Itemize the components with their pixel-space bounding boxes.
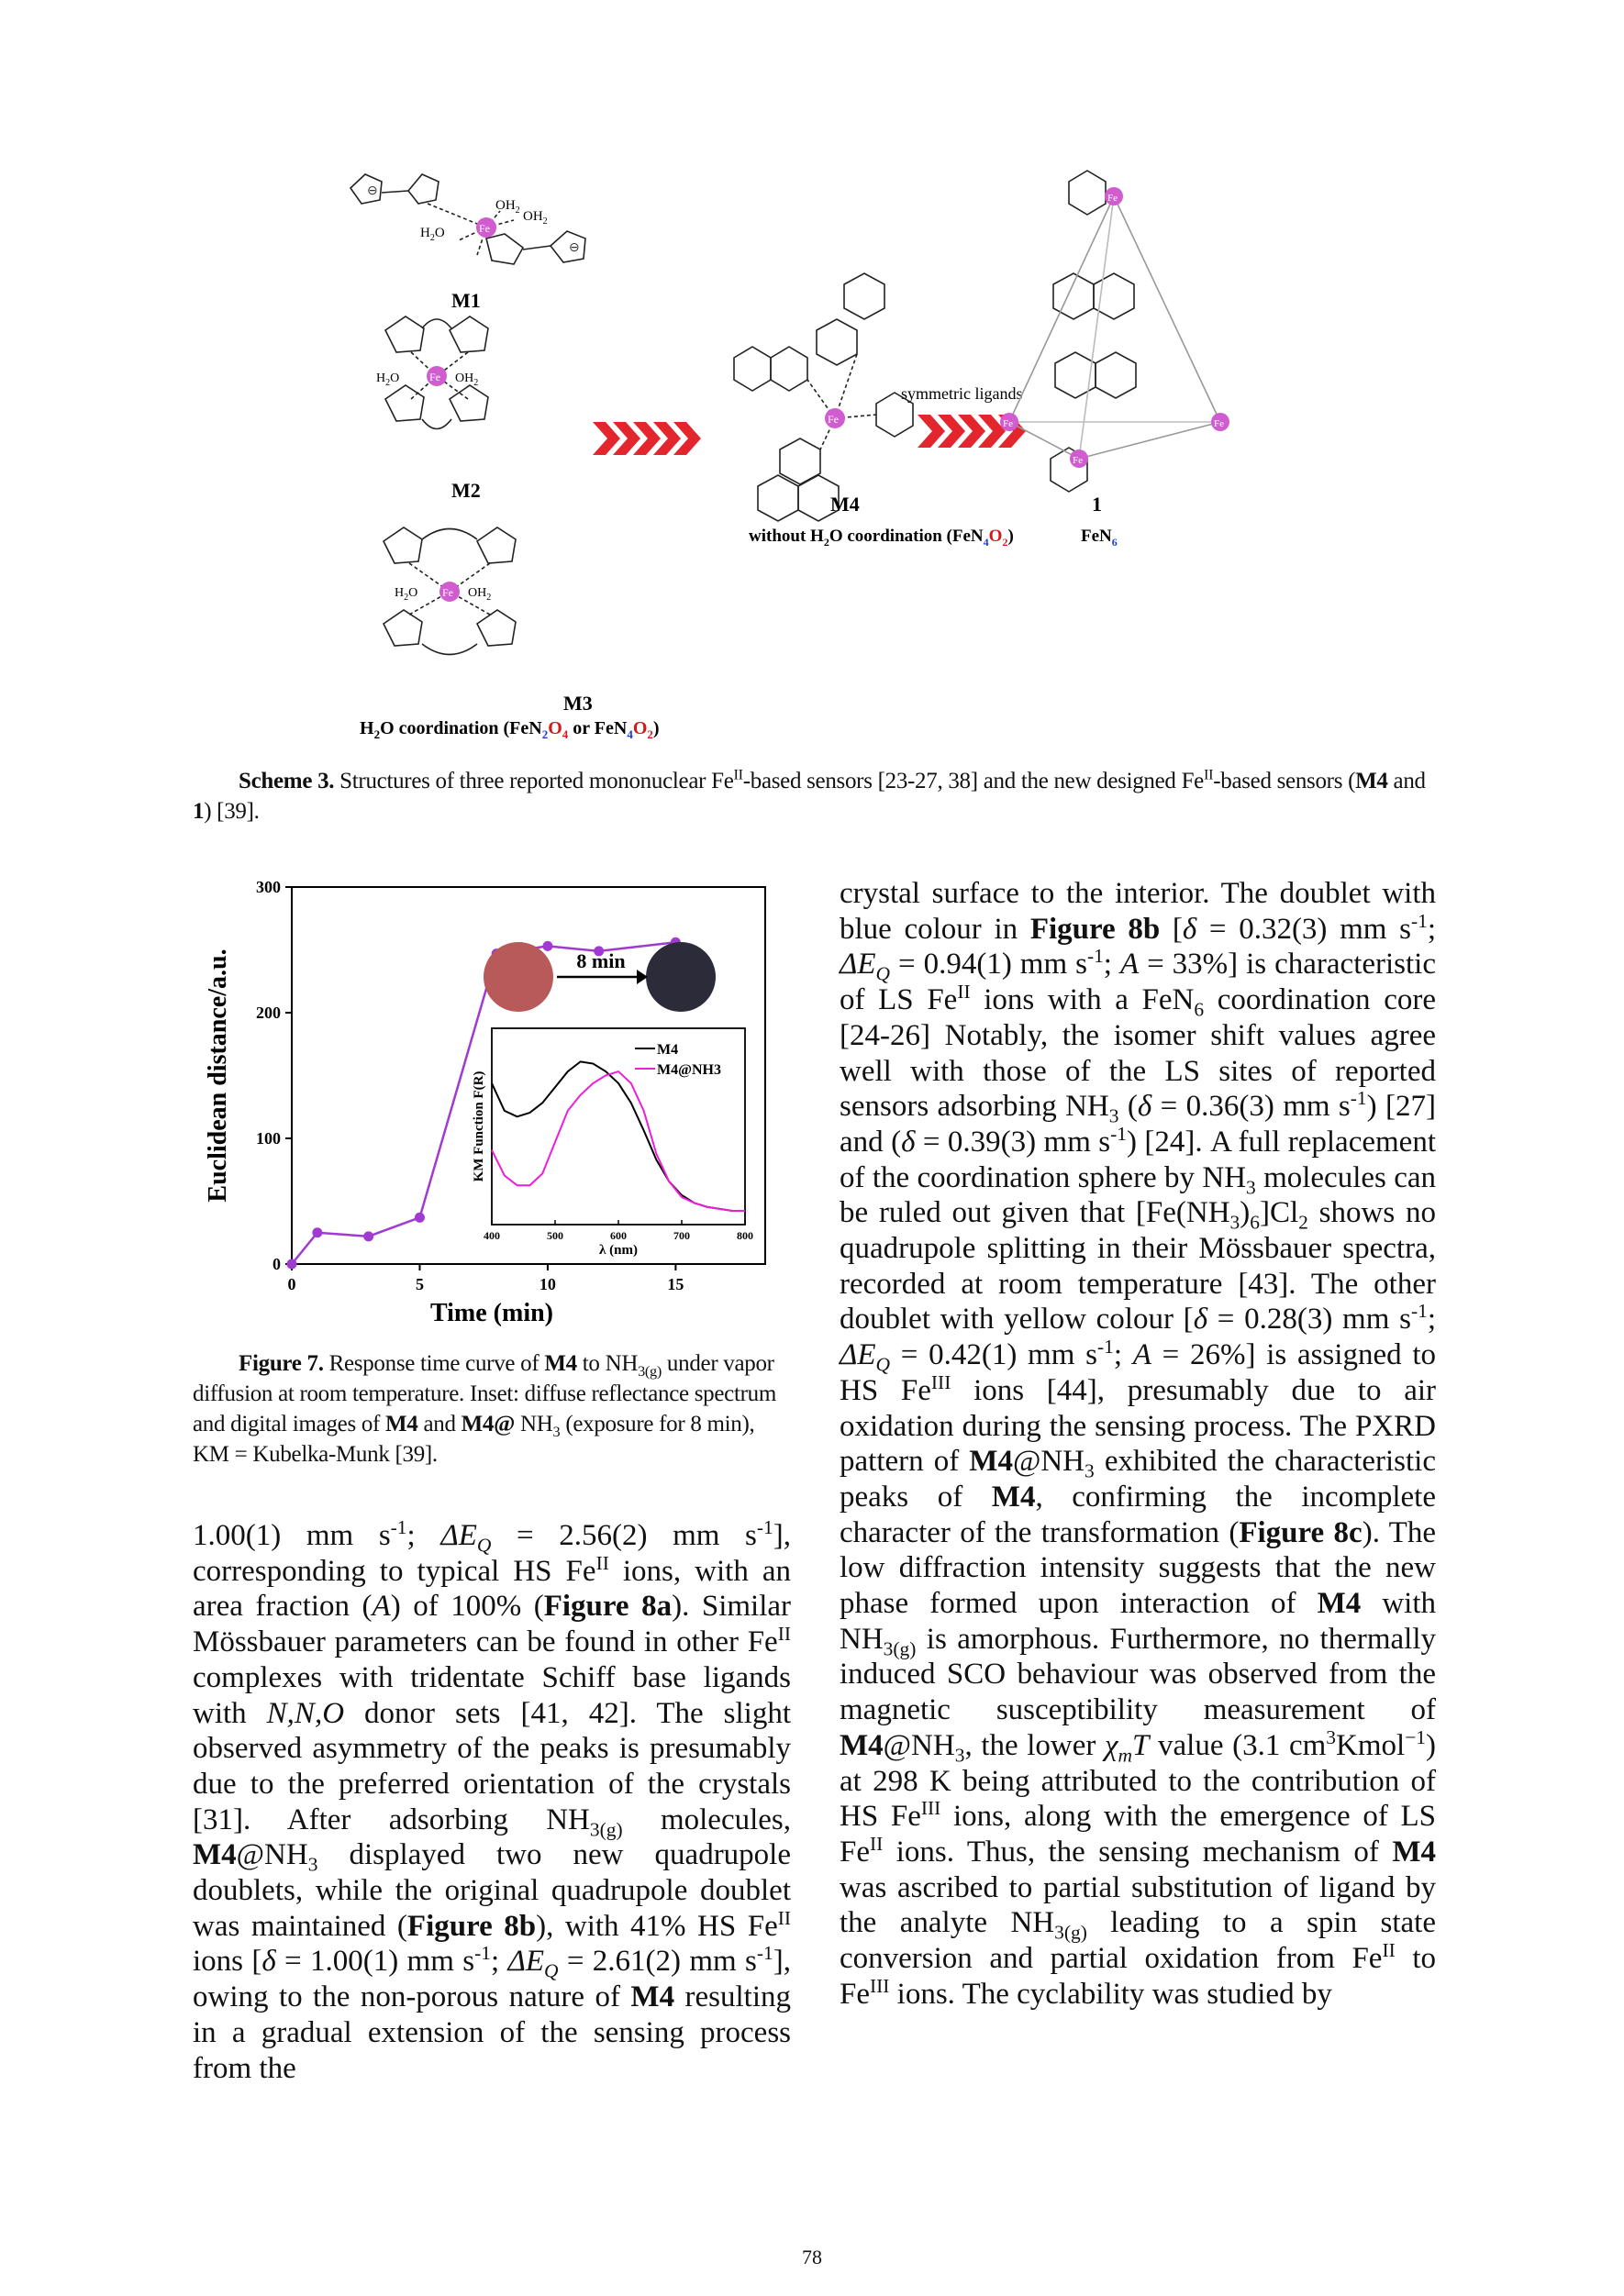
symmetric-ligands-label: symmetric ligands <box>901 384 1023 403</box>
y-tick-label: 0 <box>273 1255 281 1273</box>
y-axis-label: Euclidean distance/a.u. <box>204 948 232 1203</box>
m4-structure <box>734 273 913 521</box>
fe-label: Fe <box>828 413 839 426</box>
fe-label: Fe <box>1003 418 1013 429</box>
tetrazolate-minus-icon: ⊖ <box>367 184 378 198</box>
x-tick-label: 15 <box>667 1275 684 1293</box>
m3-h2o-label: $H_2O$ <box>395 586 418 603</box>
x-tick-label: 5 <box>415 1275 424 1293</box>
m1-oh2-label: $OH_2$ <box>495 198 520 216</box>
inset-frame <box>492 1028 745 1225</box>
data-point <box>287 1259 297 1270</box>
inset-x-tick-label: 600 <box>610 1229 627 1242</box>
m2-h2o-label: $H_2O$ <box>376 372 400 388</box>
sample-before-swatch <box>484 942 553 1012</box>
data-point <box>363 1231 373 1241</box>
fe-label: Fe <box>442 586 453 599</box>
figure-7-chart <box>193 867 787 1335</box>
m1-oh2-label-2: $OH_2$ <box>523 209 548 227</box>
x-tick-label: 0 <box>287 1275 296 1293</box>
arrow-head-icon <box>637 970 648 984</box>
y-tick-label: 200 <box>256 1004 281 1022</box>
x-tick-label: 10 <box>539 1275 556 1293</box>
m1-h2o-label: $H_2O$ <box>420 226 445 243</box>
compound-1-coordination-label: FeN$_6$ <box>1081 527 1118 549</box>
inset-legend-label: M4@NH3 <box>657 1062 721 1078</box>
m4-label: M4 <box>830 493 860 516</box>
fe-label: Fe <box>1107 193 1118 204</box>
data-point <box>415 1213 425 1223</box>
arrow-annotation: 8 min <box>576 949 626 972</box>
paragraph: 1.00(1) mm $s^{-1}$; $\Delta E_Q = 2.56(2)$ mm $s^{-1}$], corresponding to typical HS $Fe^{II}$ ions, with an area fraction (A) of 100% (Figure 8a). Similar Mössbauer parameters can be found in other $Fe^{II}$ complexes with tridentate Schiff base ligands with N,N,O donor sets [41, 42]. The slight observed asymmetry of the peaks is presumably due to the preferred orientation of the crystals [31]. After adsorbing $NH_{3(g)}$ molecules, $M4@NH_3$ displayed two new quadrupole doublets, while the original quadrupole doublet was maintained (Figure 8b), with 41% HS $Fe^{II}$ ions [δ = 1.00(1) mm $s^{-1}$; $\Delta E_Q = 2.61(2)$ mm $s^{-1}$], owing to the non-porous nature of M4 resulting in a gradual extension of the sensing process from the <box>193 1516 792 2085</box>
scheme-3-figure <box>339 147 1358 752</box>
inset-x-tick-label: 400 <box>484 1229 500 1242</box>
inset-x-tick-label: 800 <box>737 1229 753 1242</box>
page-number: 78 <box>802 2246 822 2268</box>
inset-legend-label: M4 <box>657 1042 679 1058</box>
fe-label: Fe <box>1214 418 1224 429</box>
fe-label: Fe <box>429 371 440 383</box>
figure-7-caption: Figure 7. Response time curve of M4 to $NH_{3(g)}$ under vapor diffusion at room temperature. Inset: diffuse reflectance spectrum and digital images of M4 and M4@ $NH_3$ (exposure for 8 min), KM = Kubelka-Munk [39]. <box>193 1351 776 1467</box>
m3-oh2-label: $OH_2$ <box>468 586 492 603</box>
m3-coordination-label: $H_2O$ coordination ($FeN_2O_4$ or $FeN_4O_2$) <box>360 718 660 741</box>
fe-label: Fe <box>1073 455 1083 466</box>
tetrazolate-minus-icon-2: ⊖ <box>569 241 580 255</box>
arrow-1-icon <box>593 422 701 455</box>
compound-1-structure <box>1009 171 1220 492</box>
x-axis-label: Time (min) <box>429 1299 554 1327</box>
compound-1-label: 1 <box>1092 493 1102 516</box>
m1-label: M1 <box>451 289 481 312</box>
data-point <box>542 941 552 951</box>
right-column-text <box>840 876 1436 2013</box>
inset-x-axis-label: λ (nm) <box>599 1243 638 1258</box>
m2-oh2-label: $OH_2$ <box>455 372 479 388</box>
sample-after-swatch <box>646 942 716 1012</box>
fe-label: Fe <box>479 222 490 235</box>
data-point <box>312 1227 322 1237</box>
m1-structure <box>350 174 585 264</box>
inset-x-tick-label: 500 <box>547 1229 563 1242</box>
y-tick-label: 100 <box>256 1129 281 1148</box>
y-tick-label: 300 <box>256 878 281 896</box>
inset-y-axis-label: KM Function F(R) <box>472 1070 486 1182</box>
m3-label: M3 <box>563 692 593 715</box>
inset-x-tick-label: 700 <box>673 1229 690 1242</box>
scheme-caption: Scheme 3. Structures of three reported mononuclear $Fe^{II}$-based sensors [23-27, 38] and the new designed $Fe^{II}$-based sensors (M4 and 1) [39]. <box>193 766 1426 824</box>
paragraph: crystal surface to the interior. The doublet with blue colour in Figure 8b [δ = 0.32(3) mm $s^{-1}$; $\Delta E_Q = 0.94(1)$ mm $s^{-1}$; A = 33%] is characteristic of LS $Fe^{II}$ ions with a FeN$_6$ coordination core [24-26] Notably, the isomer shift values agree well with those of the LS sites of reported sensors adsorbing $NH_3$ (δ = 0.36(3) mm $s^{-1}$) [27] and (δ = 0.39(3) mm $s^{-1}$) [24]. A full replacement of the coordination sphere by $NH_3$ molecules can be ruled out given that $[Fe(NH_3)_6]Cl_2$ shows no quadrupole splitting in their Mössbauer spectra, recorded at room temperature [43]. The other doublet with yellow colour [δ = 0.28(3) mm $s^{-1}$; $\Delta E_Q = 0.42(1)$ mm $s^{-1}$; A = 26%] is assigned to HS $Fe^{III}$ ions [44], presumably due to air oxidation during the sensing process. The PXRD pattern of $M4@NH_3$ exhibited the characteristic peaks of M4, confirming the incomplete character of the transformation (Figure 8c). The low diffraction intensity suggests that the new phase formed upon interaction of M4 with $NH_{3(g)}$ is amorphous. Furthermore, no thermally induced SCO behaviour was observed from the magnetic susceptibility measurement of $M4@NH_3$, the lower $\chi_mT$ value (3.1 $cm^3Kmol^{-1}$) at 298 K being attributed to the contribution of HS $Fe^{III}$ ions, along with the emergence of LS $Fe^{II}$ ions. Thus, the sensing mechanism of M4 was ascribed to partial substitution of ligand by the analyte $NH_{3(g)}$ leading to a spin state conversion and partial oxidation from $Fe^{II}$ to $Fe^{III}$ ions. The cyclability was studied by <box>840 877 1437 2011</box>
m2-label: M2 <box>451 479 481 502</box>
m4-coordination-label: without $H_2O$ coordination $(FeN_4O_2)$ <box>749 527 1014 549</box>
left-column-text <box>193 1518 791 2086</box>
